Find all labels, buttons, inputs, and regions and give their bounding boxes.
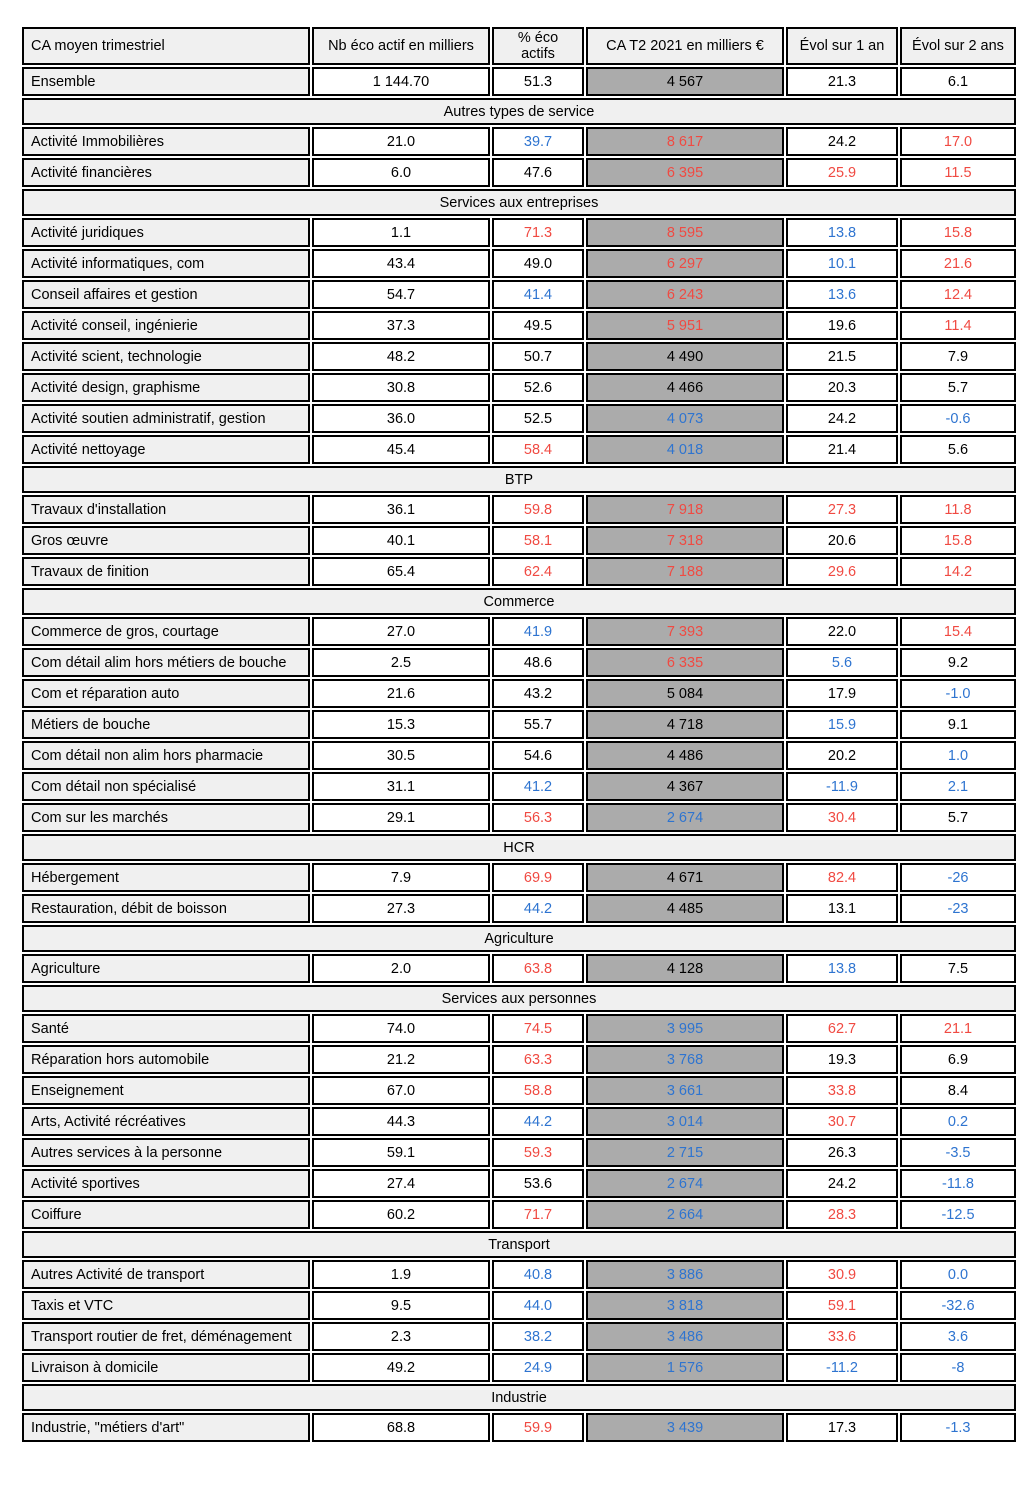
table-row	[22, 710, 1016, 739]
cell-evol-2ans: 0.2	[900, 1107, 1016, 1136]
column-header-3: CA T2 2021 en milliers €	[586, 27, 784, 65]
row-label: Com et réparation auto	[22, 679, 310, 708]
cell-evol-1an: 13.6	[786, 280, 898, 309]
table-row	[22, 954, 1016, 983]
cell-ca-t2-2021: 5 951	[586, 311, 784, 340]
table-row	[22, 1107, 1016, 1136]
cell-evol-1an: 10.1	[786, 249, 898, 278]
cell-evol-2ans: 11.4	[900, 311, 1016, 340]
section-row	[22, 1384, 1016, 1411]
cell-ca-t2-2021: 4 466	[586, 373, 784, 402]
cell-pct-eco-actifs: 41.9	[492, 617, 584, 646]
cell-evol-1an: 33.8	[786, 1076, 898, 1105]
table-row	[22, 218, 1016, 247]
cell-pct-eco-actifs: 56.3	[492, 803, 584, 832]
table-row	[22, 741, 1016, 770]
section-header: Agriculture	[22, 925, 1016, 952]
cell-evol-2ans: -1.3	[900, 1413, 1016, 1442]
table-row	[22, 311, 1016, 340]
row-label: Ensemble	[22, 67, 310, 96]
section-row	[22, 466, 1016, 493]
row-label: Activité soutien administratif, gestion	[22, 404, 310, 433]
cell-nb-eco-actif: 67.0	[312, 1076, 490, 1105]
cell-pct-eco-actifs: 48.6	[492, 648, 584, 677]
cell-evol-1an: 30.4	[786, 803, 898, 832]
row-label: Com détail non alim hors pharmacie	[22, 741, 310, 770]
cell-nb-eco-actif: 60.2	[312, 1200, 490, 1229]
cell-ca-t2-2021: 7 393	[586, 617, 784, 646]
cell-pct-eco-actifs: 41.4	[492, 280, 584, 309]
cell-pct-eco-actifs: 58.8	[492, 1076, 584, 1105]
cell-ca-t2-2021: 3 818	[586, 1291, 784, 1320]
table-row	[22, 495, 1016, 524]
cell-ca-t2-2021: 4 073	[586, 404, 784, 433]
cell-pct-eco-actifs: 53.6	[492, 1169, 584, 1198]
cell-pct-eco-actifs: 40.8	[492, 1260, 584, 1289]
row-label: Travaux d'installation	[22, 495, 310, 524]
cell-ca-t2-2021: 7 918	[586, 495, 784, 524]
row-label: Com détail alim hors métiers de bouche	[22, 648, 310, 677]
cell-ca-t2-2021: 4 367	[586, 772, 784, 801]
section-header: Services aux personnes	[22, 985, 1016, 1012]
row-label: Enseignement	[22, 1076, 310, 1105]
cell-pct-eco-actifs: 62.4	[492, 557, 584, 586]
section-header: Commerce	[22, 588, 1016, 615]
cell-nb-eco-actif: 44.3	[312, 1107, 490, 1136]
cell-evol-1an: 30.7	[786, 1107, 898, 1136]
table-row	[22, 1169, 1016, 1198]
cell-evol-1an: 24.2	[786, 404, 898, 433]
cell-evol-1an: 17.9	[786, 679, 898, 708]
table-row	[22, 435, 1016, 464]
cell-evol-1an: 21.3	[786, 67, 898, 96]
table-row	[22, 249, 1016, 278]
cell-evol-2ans: 21.1	[900, 1014, 1016, 1043]
cell-evol-2ans: -1.0	[900, 679, 1016, 708]
cell-evol-2ans: 15.8	[900, 526, 1016, 555]
cell-evol-1an: 30.9	[786, 1260, 898, 1289]
cell-evol-1an: 33.6	[786, 1322, 898, 1351]
section-header: Services aux entreprises	[22, 189, 1016, 216]
cell-pct-eco-actifs: 24.9	[492, 1353, 584, 1382]
cell-evol-2ans: -12.5	[900, 1200, 1016, 1229]
row-label: Hébergement	[22, 863, 310, 892]
cell-nb-eco-actif: 9.5	[312, 1291, 490, 1320]
cell-evol-1an: 25.9	[786, 158, 898, 187]
cell-pct-eco-actifs: 58.4	[492, 435, 584, 464]
cell-nb-eco-actif: 29.1	[312, 803, 490, 832]
quarterly-revenue-table	[20, 25, 1018, 1444]
cell-nb-eco-actif: 48.2	[312, 342, 490, 371]
row-label: Activité design, graphisme	[22, 373, 310, 402]
cell-evol-1an: 22.0	[786, 617, 898, 646]
cell-pct-eco-actifs: 43.2	[492, 679, 584, 708]
cell-ca-t2-2021: 3 886	[586, 1260, 784, 1289]
cell-ca-t2-2021: 4 128	[586, 954, 784, 983]
table-row	[22, 280, 1016, 309]
cell-nb-eco-actif: 7.9	[312, 863, 490, 892]
column-header-5: Évol sur 2 ans	[900, 27, 1016, 65]
table-row	[22, 373, 1016, 402]
table-row	[22, 127, 1016, 156]
cell-nb-eco-actif: 36.1	[312, 495, 490, 524]
cell-nb-eco-actif: 37.3	[312, 311, 490, 340]
cell-nb-eco-actif: 1.1	[312, 218, 490, 247]
table-row	[22, 894, 1016, 923]
cell-ca-t2-2021: 1 576	[586, 1353, 784, 1382]
table-row	[22, 648, 1016, 677]
cell-ca-t2-2021: 3 661	[586, 1076, 784, 1105]
row-label: Com sur les marchés	[22, 803, 310, 832]
cell-evol-2ans: 6.9	[900, 1045, 1016, 1074]
cell-evol-1an: 24.2	[786, 127, 898, 156]
column-header-0: CA moyen trimestriel	[22, 27, 310, 65]
cell-ca-t2-2021: 3 014	[586, 1107, 784, 1136]
row-label: Conseil affaires et gestion	[22, 280, 310, 309]
table-row	[22, 803, 1016, 832]
row-label: Livraison à domicile	[22, 1353, 310, 1382]
cell-evol-2ans: 15.4	[900, 617, 1016, 646]
cell-evol-1an: 13.8	[786, 954, 898, 983]
cell-evol-2ans: 14.2	[900, 557, 1016, 586]
cell-evol-1an: 62.7	[786, 1014, 898, 1043]
row-label: Activité Immobilières	[22, 127, 310, 156]
cell-evol-2ans: 17.0	[900, 127, 1016, 156]
cell-evol-2ans: 3.6	[900, 1322, 1016, 1351]
cell-pct-eco-actifs: 49.5	[492, 311, 584, 340]
cell-evol-1an: 20.3	[786, 373, 898, 402]
cell-nb-eco-actif: 21.2	[312, 1045, 490, 1074]
cell-ca-t2-2021: 4 490	[586, 342, 784, 371]
table-row	[22, 1200, 1016, 1229]
cell-evol-1an: 5.6	[786, 648, 898, 677]
cell-nb-eco-actif: 27.3	[312, 894, 490, 923]
cell-evol-1an: 13.1	[786, 894, 898, 923]
cell-ca-t2-2021: 6 395	[586, 158, 784, 187]
cell-evol-1an: 28.3	[786, 1200, 898, 1229]
cell-pct-eco-actifs: 63.8	[492, 954, 584, 983]
section-header: Autres types de service	[22, 98, 1016, 125]
row-label: Métiers de bouche	[22, 710, 310, 739]
cell-pct-eco-actifs: 54.6	[492, 741, 584, 770]
cell-evol-1an: 82.4	[786, 863, 898, 892]
cell-ca-t2-2021: 8 617	[586, 127, 784, 156]
column-header-2: % éco actifs	[492, 27, 584, 65]
cell-evol-2ans: -0.6	[900, 404, 1016, 433]
table-row	[22, 404, 1016, 433]
cell-nb-eco-actif: 30.5	[312, 741, 490, 770]
cell-ca-t2-2021: 3 486	[586, 1322, 784, 1351]
cell-evol-1an: 20.6	[786, 526, 898, 555]
section-header: Transport	[22, 1231, 1016, 1258]
cell-ca-t2-2021: 2 664	[586, 1200, 784, 1229]
table-row	[22, 67, 1016, 96]
table-row	[22, 772, 1016, 801]
cell-pct-eco-actifs: 59.8	[492, 495, 584, 524]
table-row	[22, 1076, 1016, 1105]
cell-ca-t2-2021: 4 486	[586, 741, 784, 770]
cell-pct-eco-actifs: 58.1	[492, 526, 584, 555]
cell-evol-2ans: 11.5	[900, 158, 1016, 187]
cell-evol-2ans: 12.4	[900, 280, 1016, 309]
cell-evol-2ans: -8	[900, 1353, 1016, 1382]
cell-ca-t2-2021: 4 567	[586, 67, 784, 96]
cell-evol-2ans: 11.8	[900, 495, 1016, 524]
cell-evol-1an: 13.8	[786, 218, 898, 247]
cell-evol-1an: 15.9	[786, 710, 898, 739]
cell-pct-eco-actifs: 59.9	[492, 1413, 584, 1442]
row-label: Réparation hors automobile	[22, 1045, 310, 1074]
cell-ca-t2-2021: 7 188	[586, 557, 784, 586]
column-header-1: Nb éco actif en milliers	[312, 27, 490, 65]
cell-nb-eco-actif: 65.4	[312, 557, 490, 586]
cell-ca-t2-2021: 3 439	[586, 1413, 784, 1442]
row-label: Coiffure	[22, 1200, 310, 1229]
cell-evol-1an: 21.5	[786, 342, 898, 371]
section-row	[22, 834, 1016, 861]
cell-pct-eco-actifs: 74.5	[492, 1014, 584, 1043]
cell-nb-eco-actif: 40.1	[312, 526, 490, 555]
cell-evol-1an: 27.3	[786, 495, 898, 524]
cell-evol-1an: -11.9	[786, 772, 898, 801]
cell-ca-t2-2021: 5 084	[586, 679, 784, 708]
cell-pct-eco-actifs: 39.7	[492, 127, 584, 156]
section-row	[22, 925, 1016, 952]
cell-evol-2ans: -11.8	[900, 1169, 1016, 1198]
section-row	[22, 98, 1016, 125]
cell-evol-2ans: 5.7	[900, 373, 1016, 402]
row-label: Santé	[22, 1014, 310, 1043]
cell-pct-eco-actifs: 59.3	[492, 1138, 584, 1167]
row-label: Activité scient, technologie	[22, 342, 310, 371]
cell-nb-eco-actif: 36.0	[312, 404, 490, 433]
table-row	[22, 1291, 1016, 1320]
row-label: Activité juridiques	[22, 218, 310, 247]
row-label: Taxis et VTC	[22, 1291, 310, 1320]
row-label: Transport routier de fret, déménagement	[22, 1322, 310, 1351]
row-label: Restauration, débit de boisson	[22, 894, 310, 923]
cell-nb-eco-actif: 45.4	[312, 435, 490, 464]
cell-pct-eco-actifs: 71.7	[492, 1200, 584, 1229]
section-row	[22, 588, 1016, 615]
cell-evol-2ans: -23	[900, 894, 1016, 923]
cell-evol-2ans: 21.6	[900, 249, 1016, 278]
cell-ca-t2-2021: 4 018	[586, 435, 784, 464]
section-header: BTP	[22, 466, 1016, 493]
cell-nb-eco-actif: 30.8	[312, 373, 490, 402]
section-header: Industrie	[22, 1384, 1016, 1411]
cell-evol-2ans: -26	[900, 863, 1016, 892]
table-row	[22, 1014, 1016, 1043]
cell-pct-eco-actifs: 44.2	[492, 894, 584, 923]
row-label: Activité conseil, ingénierie	[22, 311, 310, 340]
cell-ca-t2-2021: 8 595	[586, 218, 784, 247]
row-label: Activité financières	[22, 158, 310, 187]
cell-evol-2ans: 9.2	[900, 648, 1016, 677]
cell-pct-eco-actifs: 47.6	[492, 158, 584, 187]
section-row	[22, 985, 1016, 1012]
cell-nb-eco-actif: 27.0	[312, 617, 490, 646]
cell-nb-eco-actif: 54.7	[312, 280, 490, 309]
column-header-4: Évol sur 1 an	[786, 27, 898, 65]
table-row	[22, 1322, 1016, 1351]
cell-nb-eco-actif: 15.3	[312, 710, 490, 739]
table-row	[22, 1353, 1016, 1382]
cell-evol-1an: 19.3	[786, 1045, 898, 1074]
table-row	[22, 557, 1016, 586]
cell-pct-eco-actifs: 71.3	[492, 218, 584, 247]
cell-evol-1an: 24.2	[786, 1169, 898, 1198]
cell-nb-eco-actif: 68.8	[312, 1413, 490, 1442]
cell-pct-eco-actifs: 41.2	[492, 772, 584, 801]
section-header: HCR	[22, 834, 1016, 861]
row-label: Commerce de gros, courtage	[22, 617, 310, 646]
cell-ca-t2-2021: 6 243	[586, 280, 784, 309]
cell-nb-eco-actif: 6.0	[312, 158, 490, 187]
table-row	[22, 158, 1016, 187]
cell-ca-t2-2021: 4 485	[586, 894, 784, 923]
cell-nb-eco-actif: 21.0	[312, 127, 490, 156]
cell-evol-1an: -11.2	[786, 1353, 898, 1382]
cell-ca-t2-2021: 2 674	[586, 1169, 784, 1198]
cell-nb-eco-actif: 27.4	[312, 1169, 490, 1198]
cell-ca-t2-2021: 4 718	[586, 710, 784, 739]
table-row	[22, 679, 1016, 708]
cell-ca-t2-2021: 2 674	[586, 803, 784, 832]
section-row	[22, 1231, 1016, 1258]
row-label: Arts, Activité récréatives	[22, 1107, 310, 1136]
cell-nb-eco-actif: 2.3	[312, 1322, 490, 1351]
cell-ca-t2-2021: 7 318	[586, 526, 784, 555]
cell-nb-eco-actif: 2.5	[312, 648, 490, 677]
cell-pct-eco-actifs: 63.3	[492, 1045, 584, 1074]
cell-ca-t2-2021: 3 995	[586, 1014, 784, 1043]
cell-evol-2ans: -3.5	[900, 1138, 1016, 1167]
cell-pct-eco-actifs: 52.6	[492, 373, 584, 402]
row-label: Autres Activité de transport	[22, 1260, 310, 1289]
table-row	[22, 1045, 1016, 1074]
table-row	[22, 526, 1016, 555]
cell-evol-2ans: -32.6	[900, 1291, 1016, 1320]
table-row	[22, 342, 1016, 371]
cell-evol-2ans: 0.0	[900, 1260, 1016, 1289]
header-row	[22, 27, 1016, 65]
row-label: Activité sportives	[22, 1169, 310, 1198]
cell-evol-2ans: 5.7	[900, 803, 1016, 832]
row-label: Industrie, "métiers d'art"	[22, 1413, 310, 1442]
cell-pct-eco-actifs: 44.2	[492, 1107, 584, 1136]
cell-nb-eco-actif: 21.6	[312, 679, 490, 708]
cell-nb-eco-actif: 49.2	[312, 1353, 490, 1382]
cell-evol-2ans: 5.6	[900, 435, 1016, 464]
cell-evol-1an: 59.1	[786, 1291, 898, 1320]
cell-evol-2ans: 1.0	[900, 741, 1016, 770]
cell-nb-eco-actif: 74.0	[312, 1014, 490, 1043]
row-label: Activité informatiques, com	[22, 249, 310, 278]
cell-ca-t2-2021: 3 768	[586, 1045, 784, 1074]
cell-evol-1an: 19.6	[786, 311, 898, 340]
cell-pct-eco-actifs: 69.9	[492, 863, 584, 892]
cell-ca-t2-2021: 6 335	[586, 648, 784, 677]
cell-evol-1an: 20.2	[786, 741, 898, 770]
row-label: Autres services à la personne	[22, 1138, 310, 1167]
table-row	[22, 1260, 1016, 1289]
cell-pct-eco-actifs: 52.5	[492, 404, 584, 433]
table-row	[22, 1138, 1016, 1167]
cell-evol-2ans: 8.4	[900, 1076, 1016, 1105]
table-row	[22, 1413, 1016, 1442]
cell-nb-eco-actif: 1.9	[312, 1260, 490, 1289]
cell-evol-2ans: 2.1	[900, 772, 1016, 801]
cell-evol-2ans: 7.5	[900, 954, 1016, 983]
cell-nb-eco-actif: 43.4	[312, 249, 490, 278]
row-label: Travaux de finition	[22, 557, 310, 586]
cell-evol-2ans: 15.8	[900, 218, 1016, 247]
cell-ca-t2-2021: 2 715	[586, 1138, 784, 1167]
cell-evol-1an: 26.3	[786, 1138, 898, 1167]
cell-evol-2ans: 9.1	[900, 710, 1016, 739]
table-row	[22, 863, 1016, 892]
cell-evol-2ans: 6.1	[900, 67, 1016, 96]
row-label: Com détail non spécialisé	[22, 772, 310, 801]
cell-pct-eco-actifs: 49.0	[492, 249, 584, 278]
cell-evol-1an: 29.6	[786, 557, 898, 586]
row-label: Agriculture	[22, 954, 310, 983]
cell-pct-eco-actifs: 44.0	[492, 1291, 584, 1320]
cell-pct-eco-actifs: 55.7	[492, 710, 584, 739]
table-row	[22, 617, 1016, 646]
cell-evol-1an: 21.4	[786, 435, 898, 464]
section-row	[22, 189, 1016, 216]
cell-nb-eco-actif: 31.1	[312, 772, 490, 801]
cell-nb-eco-actif: 1 144.70	[312, 67, 490, 96]
cell-ca-t2-2021: 4 671	[586, 863, 784, 892]
cell-nb-eco-actif: 59.1	[312, 1138, 490, 1167]
cell-nb-eco-actif: 2.0	[312, 954, 490, 983]
cell-pct-eco-actifs: 38.2	[492, 1322, 584, 1351]
row-label: Activité nettoyage	[22, 435, 310, 464]
cell-pct-eco-actifs: 50.7	[492, 342, 584, 371]
cell-ca-t2-2021: 6 297	[586, 249, 784, 278]
row-label: Gros œuvre	[22, 526, 310, 555]
cell-evol-2ans: 7.9	[900, 342, 1016, 371]
cell-evol-1an: 17.3	[786, 1413, 898, 1442]
cell-pct-eco-actifs: 51.3	[492, 67, 584, 96]
